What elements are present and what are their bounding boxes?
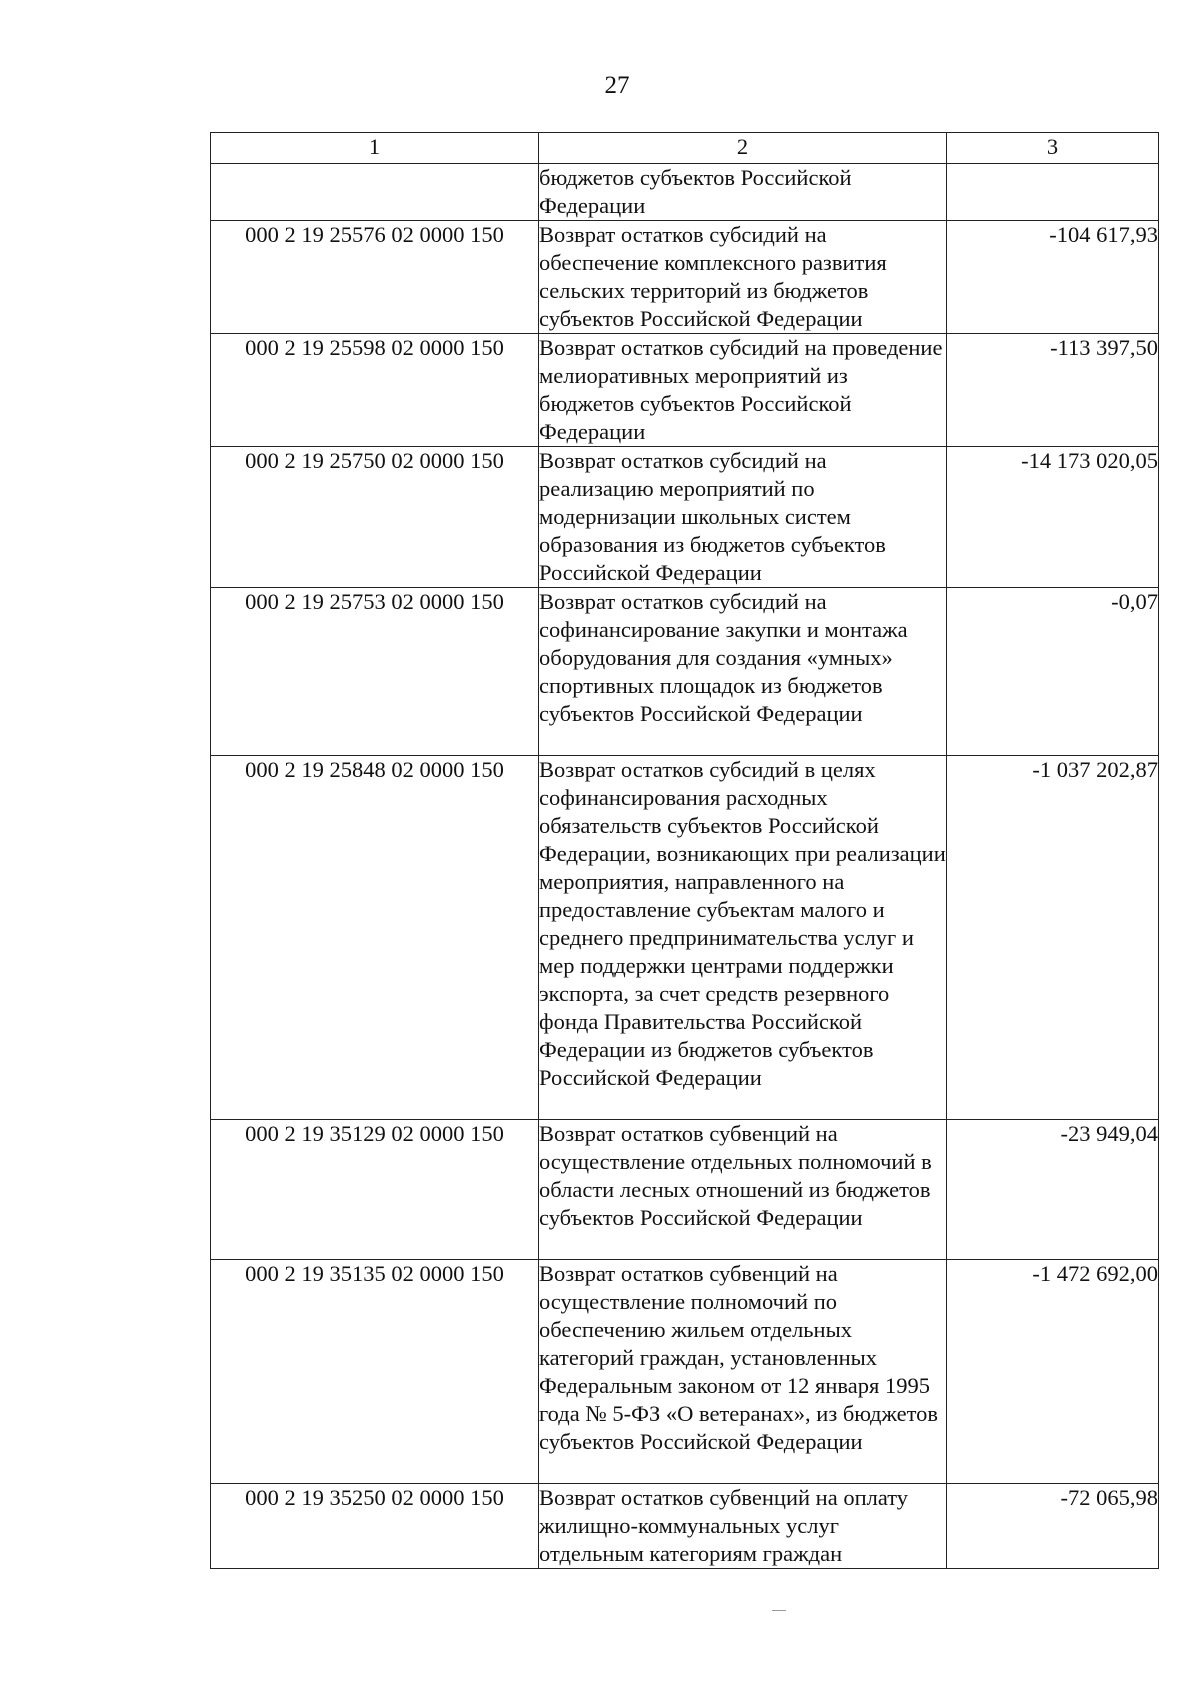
scan-artifact	[772, 1610, 786, 1611]
amount-cell: -104 617,93	[947, 221, 1159, 334]
table-row	[211, 756, 1159, 1120]
description-cell: Возврат остатков субвенций на осуществление полномочий по обеспечению жильем отдельных категорий граждан, установленных Федеральным законом от 12 января 1995 года № 5-ФЗ «О ветеранах», из бюджетов субъектов Российской Федерации	[539, 1260, 947, 1484]
description-cell: Возврат остатков субсидий на софинансирование закупки и монтажа оборудования для создания «умных» спортивных площадок из бюджетов субъектов Российской Федерации	[539, 588, 947, 756]
budget-table	[210, 132, 1159, 1569]
description-cell: бюджетов субъектов Российской Федерации	[539, 164, 947, 221]
description-cell: Возврат остатков субсидий на проведение мелиоративных мероприятий из бюджетов субъектов Российской Федерации	[539, 334, 947, 447]
budget-code-cell: 000 2 19 25848 02 0000 150	[211, 756, 539, 1120]
table-row	[211, 1260, 1159, 1484]
table-row	[211, 1120, 1159, 1260]
table-row	[211, 588, 1159, 756]
amount-cell: -72 065,98	[947, 1484, 1159, 1569]
table-row	[211, 334, 1159, 447]
budget-code-cell: 000 2 19 35129 02 0000 150	[211, 1120, 539, 1260]
description-cell: Возврат остатков субсидий в целях софинансирования расходных обязательств субъектов Российской Федерации, возникающих при реализации мероприятия, направленного на предоставление субъектам малого и среднего предпринимательства услуг и мер поддержки центрами поддержки экспорта, за счет средств резервного фонда Правительства Российской Федерации из бюджетов субъектов Российской Федерации	[539, 756, 947, 1120]
budget-code-cell: 000 2 19 35250 02 0000 150	[211, 1484, 539, 1569]
amount-cell	[947, 164, 1159, 221]
description-cell: Возврат остатков субсидий на реализацию мероприятий по модернизации школьных систем образования из бюджетов субъектов Российской Федерации	[539, 447, 947, 588]
table-row	[211, 221, 1159, 334]
amount-cell: -1 037 202,87	[947, 756, 1159, 1120]
table-row	[211, 447, 1159, 588]
column-header-amount: 3	[947, 133, 1159, 164]
budget-code-cell	[211, 164, 539, 221]
column-header-description: 2	[539, 133, 947, 164]
amount-cell: -113 397,50	[947, 334, 1159, 447]
description-cell: Возврат остатков субвенций на осуществление отдельных полномочий в области лесных отношений из бюджетов субъектов Российской Федерации	[539, 1120, 947, 1260]
table-row	[211, 1484, 1159, 1569]
table-row	[211, 164, 1159, 221]
amount-cell: -1 472 692,00	[947, 1260, 1159, 1484]
budget-code-cell: 000 2 19 35135 02 0000 150	[211, 1260, 539, 1484]
budget-code-cell: 000 2 19 25753 02 0000 150	[211, 588, 539, 756]
table-header-row	[211, 133, 1159, 164]
amount-cell: -14 173 020,05	[947, 447, 1159, 588]
page-number: 27	[604, 72, 630, 99]
description-cell: Возврат остатков субсидий на обеспечение комплексного развития сельских территорий из бюджетов субъектов Российской Федерации	[539, 221, 947, 334]
amount-cell: -0,07	[947, 588, 1159, 756]
description-cell: Возврат остатков субвенций на оплату жилищно-коммунальных услуг отдельным категориям граждан	[539, 1484, 947, 1569]
budget-code-cell: 000 2 19 25576 02 0000 150	[211, 221, 539, 334]
budget-code-cell: 000 2 19 25598 02 0000 150	[211, 334, 539, 447]
amount-cell: -23 949,04	[947, 1120, 1159, 1260]
column-header-code: 1	[211, 133, 539, 164]
budget-code-cell: 000 2 19 25750 02 0000 150	[211, 447, 539, 588]
